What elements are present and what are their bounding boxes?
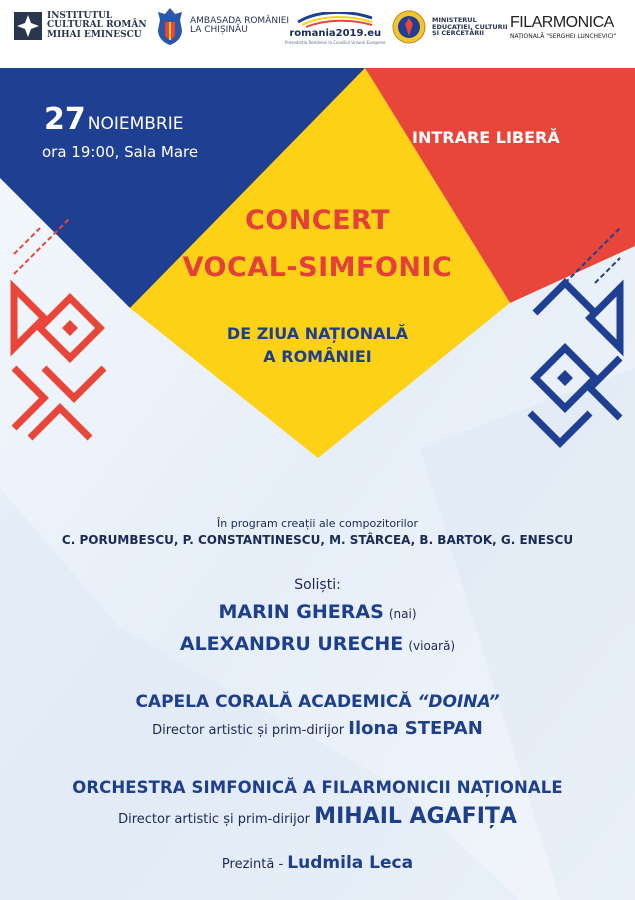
- embassy-line-1: AMBASADA ROMÂNIEI: [190, 15, 290, 26]
- soloists-heading: Soliști:: [294, 577, 341, 593]
- embassy-line-2: LA CHIȘINĂU: [190, 25, 248, 35]
- romania2019-subtext: Președinția României la Consiliul Uniunii Europene: [285, 40, 386, 45]
- event-time-venue: ora 19:00, Sala Mare: [42, 143, 199, 161]
- soloist-instrument: (nai): [388, 607, 417, 621]
- orchestra-director-label: Director artistic și prim-dirijor: [118, 812, 311, 827]
- choir-director-label: Director artistic și prim-dirijor: [152, 723, 345, 738]
- ministry-line-2: EDUCAȚIEI, CULTURII: [432, 22, 508, 31]
- soloist-name: MARIN GHERAS: [218, 601, 384, 623]
- soloist-row: [0, 601, 635, 623]
- presenter-label: Prezintă -: [221, 857, 284, 872]
- event-day: 27: [44, 102, 86, 137]
- embassy-logo: [155, 6, 289, 46]
- choir-name: [0, 692, 635, 712]
- event-month: NOIEMBRIE: [87, 114, 184, 134]
- poster-background: [0, 68, 635, 900]
- icr-line-1: INSTITUTUL: [47, 11, 113, 21]
- concert-title-line-1: CONCERT: [244, 205, 391, 236]
- presidency-swoosh-icon: [292, 12, 378, 28]
- soloist-row: [0, 633, 635, 655]
- date-block: [44, 102, 198, 161]
- presenter-row: [0, 853, 635, 873]
- ministry-logo: [392, 10, 508, 44]
- program-composers: C. PORUMBESCU, P. CONSTANTINESCU, M. STÂRCEA, B. BARTOK, G. ENESCU: [61, 533, 574, 547]
- ministry-line-3: ȘI CERCETĂRII: [432, 29, 485, 38]
- ministry-line-1: MINISTERUL: [432, 15, 477, 24]
- icr-line-3: MIHAI EMINESCU: [47, 29, 142, 40]
- moldova-seal-icon: [392, 10, 426, 44]
- choir-name-prefix: CAPELA CORALĂ ACADEMICĂ: [135, 692, 412, 712]
- choir-name-italic: “DOINA”: [417, 692, 500, 712]
- soloist-instrument: (vioară): [408, 639, 456, 653]
- choir-director-row: [0, 718, 635, 739]
- romania-coat-of-arms-icon: [155, 6, 185, 46]
- philharmonic-title: FILARMONICA: [510, 14, 614, 31]
- concert-title-line-2: VOCAL-SIMFONIC: [182, 252, 453, 283]
- soloist-name: ALEXANDRU URECHE: [179, 633, 404, 655]
- choir-director-name: Ilona STEPAN: [348, 718, 483, 739]
- orchestra-director-name: MIHAIL AGAFIȚA: [314, 804, 517, 829]
- free-entry-label: INTRARE LIBERĂ: [412, 128, 560, 147]
- concert-subtitle-line-2: A ROMÂNIEI: [263, 347, 372, 366]
- icr-line-2: CULTURAL ROMÂN: [47, 20, 147, 31]
- philharmonic-logo: [510, 14, 616, 40]
- icr-logo: [14, 12, 147, 40]
- romania2019-logo: [285, 12, 386, 45]
- philharmonic-subtitle: NAȚIONALĂ "SERGHEI LUNCHEVICI": [510, 33, 617, 40]
- orchestra-director-row: [0, 804, 635, 829]
- program-intro: În program creații ale compozitorilor: [217, 517, 418, 530]
- presenter-name: Ludmila Leca: [287, 853, 414, 873]
- header-logo-bar: [0, 0, 635, 68]
- icr-emblem-icon: [14, 12, 42, 40]
- concert-subtitle-line-1: DE ZIUA NAȚIONALĂ: [226, 324, 409, 343]
- orchestra-name: ORCHESTRA SIMFONICĂ A FILARMONICII NAȚIONALE: [72, 778, 563, 797]
- romania2019-text: romania2019.eu: [289, 28, 382, 39]
